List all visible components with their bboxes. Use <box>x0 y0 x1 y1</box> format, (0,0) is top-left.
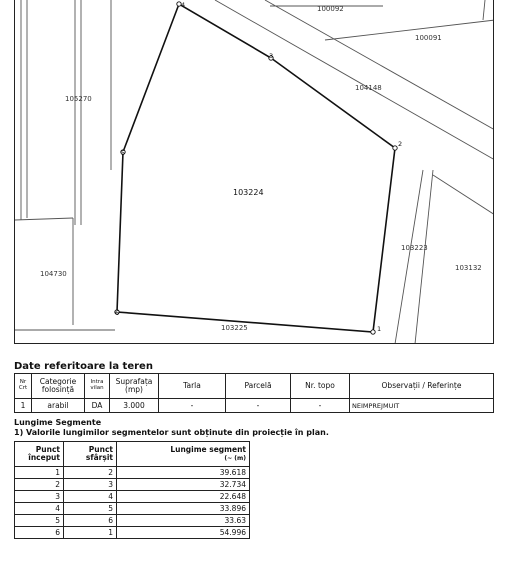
neighbor-label: 105270 <box>65 95 92 103</box>
vertex-label-1: 1 <box>377 325 382 333</box>
cell-length: 54.996 <box>117 527 250 539</box>
vertex-label-6: 6 <box>115 309 120 317</box>
header-parcela: Parcelă <box>226 374 291 399</box>
cadastral-map <box>14 0 494 344</box>
neighbor-label: 103132 <box>455 264 482 272</box>
cell-end: 6 <box>64 515 117 527</box>
header-area: Suprafața (mp) <box>110 374 159 399</box>
neighbor-label: 104730 <box>40 270 67 278</box>
cell-end: 4 <box>64 491 117 503</box>
cell-category: arabil <box>32 399 85 413</box>
cell-nr: 1 <box>15 399 32 413</box>
table-header-row <box>15 374 494 399</box>
neighbor-label: 103225 <box>221 324 248 332</box>
cell-length: 33.896 <box>117 503 250 515</box>
neighbor-label: 100092 <box>317 5 344 13</box>
land-data-table <box>14 373 494 413</box>
header-length-label: Lungime segment <box>170 444 246 454</box>
segments-subtitle: 1) Valorile lungimilor segmentelor sunt obținute din proiecție în plan. <box>14 428 329 437</box>
header-tarla: Tarla <box>159 374 226 399</box>
main-parcel-label: 103224 <box>233 188 264 197</box>
cell-end: 1 <box>64 527 117 539</box>
table-row <box>15 527 250 539</box>
vertex-label-4: 4 <box>181 1 186 9</box>
table-row <box>15 491 250 503</box>
parcel-outline <box>117 4 395 332</box>
cell-start: 6 <box>15 527 64 539</box>
cell-start: 3 <box>15 491 64 503</box>
header-start-point: Punct început <box>15 442 64 467</box>
cell-length: 33.63 <box>117 515 250 527</box>
table-row <box>15 467 250 479</box>
cell-observations: NEIMPREJMUIT <box>350 399 494 413</box>
neighbor-label: 104148 <box>355 84 382 92</box>
land-section-title: Date referitoare la teren <box>14 361 153 372</box>
cell-end: 2 <box>64 467 117 479</box>
cell-end: 3 <box>64 479 117 491</box>
cell-parcela: - <box>226 399 291 413</box>
vertex-label-2: 2 <box>398 140 403 148</box>
map-drawing <box>15 0 494 344</box>
table-row <box>15 399 494 413</box>
cell-area: 3.000 <box>110 399 159 413</box>
cell-end: 5 <box>64 503 117 515</box>
header-nr: Nr Crt <box>15 374 32 399</box>
cell-length: 39.618 <box>117 467 250 479</box>
table-row <box>15 479 250 491</box>
table-row <box>15 515 250 527</box>
header-segment-length <box>117 442 250 467</box>
cell-topo: - <box>291 399 350 413</box>
cell-intravilan: DA <box>85 399 110 413</box>
vertex-label-3: 3 <box>269 52 274 60</box>
cell-length: 32.734 <box>117 479 250 491</box>
neighbor-boundaries <box>15 0 494 344</box>
segments-table <box>14 441 250 539</box>
neighbor-label: 100091 <box>415 34 442 42</box>
cell-start: 5 <box>15 515 64 527</box>
cell-start: 2 <box>15 479 64 491</box>
vertex-markers <box>115 2 397 334</box>
header-observations: Observații / Referințe <box>350 374 494 399</box>
cell-length: 22.648 <box>117 491 250 503</box>
segments-title: Lungime Segmente <box>14 418 102 427</box>
cell-start: 1 <box>15 467 64 479</box>
cell-tarla: - <box>159 399 226 413</box>
header-topo: Nr. topo <box>291 374 350 399</box>
header-intravilan: Intra vilan <box>85 374 110 399</box>
table-row <box>15 503 250 515</box>
header-length-unit: (~ (m) <box>224 454 246 462</box>
header-end-point: Punct sfârșit <box>64 442 117 467</box>
neighbor-label: 103223 <box>401 244 428 252</box>
header-category: Categorie folosință <box>32 374 85 399</box>
table-header-row <box>15 442 250 467</box>
vertex-label-5: 5 <box>121 149 126 157</box>
cell-start: 4 <box>15 503 64 515</box>
